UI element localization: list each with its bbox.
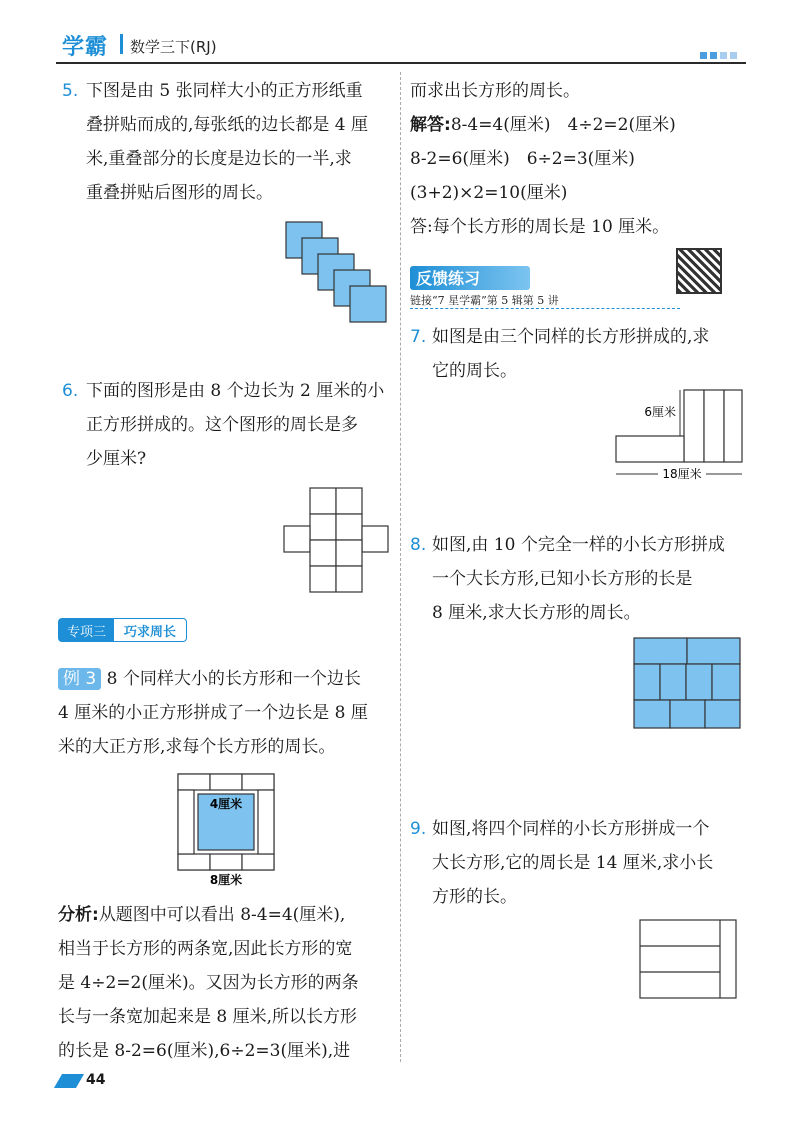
q5-number: 5. bbox=[62, 81, 79, 101]
q7-line-1: 如图是由三个同样的长方形拼成的,求 bbox=[432, 327, 710, 347]
q5-line-4: 重叠拼贴后图形的周长。 bbox=[86, 183, 273, 203]
analysis-line-4: 长与一条宽加起来是 8 厘米,所以长方形 bbox=[58, 1007, 358, 1027]
book-title: 数学三下(RJ) bbox=[130, 38, 217, 56]
header-dots bbox=[700, 44, 740, 63]
page-number: 44 bbox=[86, 1072, 106, 1088]
footer-mark bbox=[54, 1074, 84, 1088]
section-tag-title: 巧求周长 bbox=[124, 625, 177, 640]
solution-line-1: 解答:8-4=4(厘米) 4÷2=2(厘米) bbox=[410, 115, 676, 135]
ex3-line-1: 例 3 8 个同样大小的长方形和一个边长 bbox=[58, 662, 361, 696]
feedback-title: 反馈练习 bbox=[410, 266, 530, 290]
feedback-banner bbox=[410, 266, 740, 310]
q8-figure bbox=[632, 636, 742, 730]
q6-line-1: 下面的图形是由 8 个边长为 2 厘米的小 bbox=[86, 381, 385, 401]
solution-answer: 答:每个长方形的周长是 10 厘米。 bbox=[410, 217, 670, 237]
header-rule bbox=[56, 62, 746, 64]
q7-line-2: 它的周长。 bbox=[432, 361, 517, 381]
ex3-bottom-label: 8厘米 bbox=[209, 873, 243, 887]
solution-continuation: 而求出长方形的周长。 bbox=[410, 81, 580, 101]
solution-line-2: 8-2=6(厘米) 6÷2=3(厘米) bbox=[410, 149, 635, 169]
q9-line-3: 方形的长。 bbox=[432, 887, 517, 907]
q8-line-2: 一个大长方形,已知小长方形的长是 bbox=[432, 569, 693, 589]
section-tag-number: 专项三 bbox=[59, 619, 114, 641]
example-badge: 例 3 bbox=[58, 668, 101, 690]
q6-line-3: 少厘米? bbox=[86, 449, 147, 469]
q9-number: 9. bbox=[410, 819, 427, 839]
analysis-line-1: 分析:从题图中可以看出 8-4=4(厘米), bbox=[58, 905, 346, 925]
q6-number: 6. bbox=[62, 381, 79, 401]
q9-line-1: 如图,将四个同样的小长方形拼成一个 bbox=[432, 819, 710, 839]
q6-line-2: 正方形拼成的。这个图形的周长是多 bbox=[86, 415, 358, 435]
ex3-inner-label: 4厘米 bbox=[209, 797, 243, 811]
q7-figure bbox=[610, 388, 744, 484]
q8-line-3: 8 厘米,求大长方形的周长。 bbox=[432, 603, 641, 623]
q9-figure bbox=[638, 918, 740, 1000]
q7-number: 7. bbox=[410, 327, 427, 347]
analysis-line-2: 相当于长方形的两条宽,因此长方形的宽 bbox=[58, 939, 353, 959]
q7-height-label: 6厘米 bbox=[644, 405, 676, 419]
solution-line-3: (3+2)×2=10(厘米) bbox=[410, 183, 568, 203]
analysis-line-5: 的长是 8-2=6(厘米),6÷2=3(厘米),进 bbox=[58, 1041, 351, 1061]
column-divider bbox=[400, 72, 401, 1062]
q5-line-2: 叠拼贴而成的,每张纸的边长都是 4 厘 bbox=[86, 115, 369, 135]
brand-logo: 学霸 bbox=[62, 35, 109, 60]
q5-line-3: 米,重叠部分的长度是边长的一半,求 bbox=[86, 149, 352, 169]
section-tag bbox=[58, 618, 187, 642]
ex3-figure bbox=[176, 772, 280, 888]
q9-line-2: 大长方形,它的周长是 14 厘米,求小长 bbox=[432, 853, 714, 873]
q8-line-1: 如图,由 10 个完全一样的小长方形拼成 bbox=[432, 535, 725, 555]
ex3-line-2: 4 厘米的小正方形拼成了一个边长是 8 厘 bbox=[58, 703, 368, 723]
q5-figure bbox=[284, 220, 394, 330]
analysis-line-3: 是 4÷2=2(厘米)。又因为长方形的两条 bbox=[58, 973, 359, 993]
q7-width-label: 18厘米 bbox=[662, 467, 702, 481]
q5-line-1: 下图是由 5 张同样大小的正方形纸重 bbox=[86, 81, 363, 101]
ex3-line-3: 米的大正方形,求每个长方形的周长。 bbox=[58, 737, 336, 757]
feedback-link-text: 链接“7 星学霸”第 5 辑第 5 讲 bbox=[410, 292, 680, 309]
q6-figure bbox=[282, 486, 394, 598]
page-header bbox=[0, 0, 800, 66]
brand-divider bbox=[120, 34, 123, 54]
qr-code-icon[interactable] bbox=[676, 248, 722, 294]
q8-number: 8. bbox=[410, 535, 427, 555]
